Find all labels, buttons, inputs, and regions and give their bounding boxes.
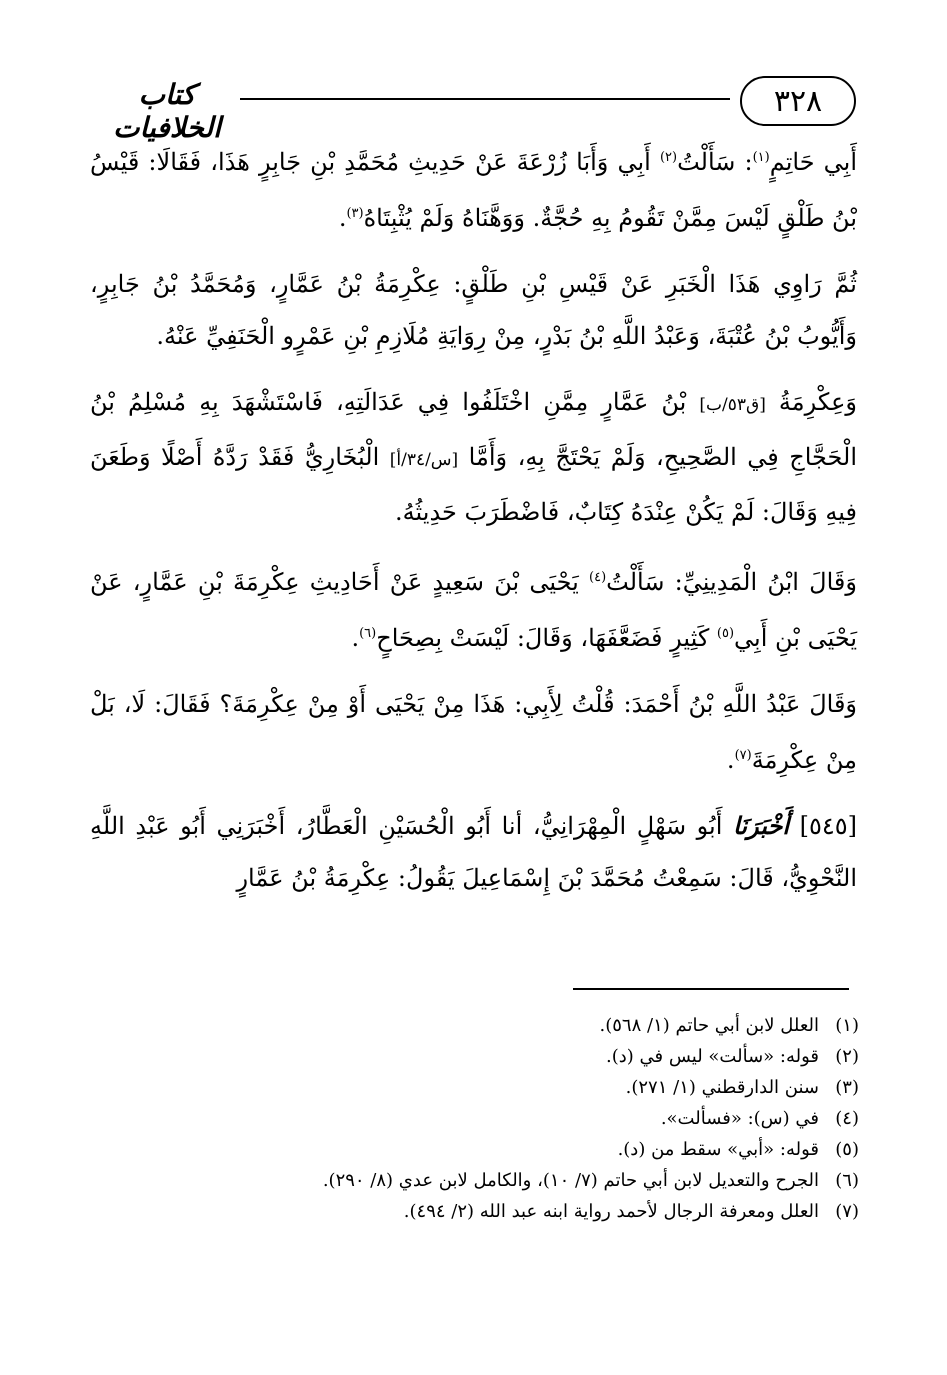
paragraph-text: .: [338, 204, 347, 232]
paragraph-text: وَقَالَ ابْنُ الْمَدِينِيِّ: سَأَلْتُ: [606, 568, 857, 596]
footnote-text: سنن الدارقطني (١/ ٢٧١).: [625, 1077, 819, 1098]
paragraph-text: الْبُخَارِيُّ فَقَدْ رَدَّهُ أَصْلًا وَطَعَنَ فِيهِ وَقَالَ: لَمْ يَكُنْ عِنْدَهُ كِتَابٌ، فَاضْطَرَبَ حَدِيثُهُ.: [90, 443, 857, 526]
footnote-separator: [573, 988, 849, 990]
manuscript-reference: [ق٥٣/ب]: [699, 395, 766, 415]
paragraph-text: أَبِي حَاتِمٍ: [769, 148, 857, 176]
footnote-marker: (٦): [359, 626, 377, 641]
footnote-number: (٦): [835, 1170, 859, 1191]
footnote-marker: (٣): [346, 206, 364, 221]
footnote-marker: (١): [752, 150, 770, 165]
paragraph-text: أَبِي وَأَبَا زُرْعَةَ عَنْ حَدِيثِ مُحَمَّدِ بْنِ جَابِرٍ هَذَا، فَقَالَا: قَيْسُ بْنُ طَلْقٍ لَيْسَ مِمَّنْ تَقُومُ بِهِ حُجَّةٌ. وَوَهَّنَاهُ وَلَمْ يُثْبِتَاهُ: [90, 148, 857, 232]
footnote-text: في (س): «فسألت».: [660, 1108, 819, 1129]
footnote-item: [90, 1134, 859, 1165]
page-header: [92, 70, 856, 144]
footnote-text: الجرح والتعديل لابن أبي حاتم (٧/ ١٠)، والكامل لابن عدي (٨/ ٢٩٠).: [322, 1170, 819, 1191]
footnote-number: (١): [835, 1015, 859, 1036]
footnote-item: [90, 1165, 859, 1196]
paragraph: [90, 552, 857, 664]
footnote-text: العلل ومعرفة الرجال لأحمد رواية ابنه عبد الله (٢/ ٤٩٤).: [403, 1201, 819, 1222]
paragraph-text: .: [351, 624, 360, 652]
footnote-number: (٤): [835, 1108, 859, 1129]
paragraph-text: : سَأَلْتُ: [677, 148, 753, 176]
paragraph-text: .: [726, 746, 735, 774]
footnote-item: [90, 1072, 859, 1103]
paragraph-text: [٥٤٥]: [788, 812, 857, 840]
footnote-item: [90, 1010, 859, 1041]
manuscript-reference: [س/٣٤/أ]: [389, 450, 459, 470]
paragraph: [90, 678, 857, 786]
footnote-number: (٧): [835, 1201, 859, 1222]
paragraph: [90, 132, 857, 244]
footnote-text: قوله: «أبي» سقط من (د).: [617, 1139, 819, 1160]
footnote-number: (٢): [835, 1046, 859, 1067]
paragraph-text: ثُمَّ رَاوِي هَذَا الْخَبَرِ عَنْ قَيْسِ بْنِ طَلْقٍ: عِكْرِمَةُ بْنُ عَمَّارٍ، وَمُحَمَّدُ بْنُ جَابِرٍ، وَأَيُّوبُ بْنُ عُتْبَةَ، وَعَبْدُ اللَّهِ بْنُ بَدْرٍ، مِنْ رِوَايَةِ مُلَازِمِ بْنِ عَمْرٍو الْحَنَفِيِّ عَنْهُ.: [90, 270, 857, 350]
paragraph-text: وَعِكْرِمَةُ: [765, 388, 857, 416]
header-rule: [240, 98, 730, 100]
narration-keyword: أَخْبَرَنَا: [733, 811, 789, 840]
footnote-item: [90, 1103, 859, 1134]
footnote-number: (٣): [835, 1077, 859, 1098]
paragraph-text: يَحْيَى بْنَ سَعِيدٍ عَنْ أَحَادِيثِ عِكْرِمَةَ بْنِ عَمَّارٍ، عَنْ يَحْيَى بْنِ أَبِي: [90, 568, 857, 652]
book-title: كتاب الخلافيات: [113, 78, 221, 144]
paragraph-text: كَثِيرٍ فَضَعَّفَهَا، وَقَالَ: لَيْسَتْ بِصِحَاحٍ: [376, 624, 717, 652]
footnote-text: قوله: «سألت» ليس في (د).: [606, 1046, 819, 1067]
paragraph-text: أَبُو سَهْلٍ الْمِهْرَانِيُّ، أنا أَبُو الْحُسَيْنِ الْعَطَّارُ، أَخْبَرَنِي أَبُو عَبْدِ اللَّهِ النَّحْوِيُّ، قَالَ: سَمِعْتُ مُحَمَّدَ بْنَ إِسْمَاعِيلَ يَقُولُ: عِكْرِمَةُ بْنُ عَمَّارٍ: [90, 812, 857, 892]
footnotes-list: [90, 1010, 859, 1227]
paragraph-text: بْنُ عَمَّارٍ مِمَّنِ اخْتَلَفُوا فِي عَدَالَتِهِ، فَاسْتَشْهَدَ بِهِ مُسْلِمُ بْنُ الْحَجَّاجِ فِي الصَّحِيحِ، وَلَمْ يَحْتَجَّ بِهِ، وَأَمَّا: [90, 388, 857, 471]
footnote-marker: (٧): [734, 748, 752, 763]
footnote-marker: (٥): [716, 626, 735, 641]
footnote-item: [90, 1196, 859, 1227]
paragraph-text: وَقَالَ عَبْدُ اللَّهِ بْنُ أَحْمَدَ: قُلْتُ لِأَبِي: هَذَا مِنْ يَحْيَى أَوْ مِنْ عِكْرِمَةَ؟ فَقَالَ: لَا، بَلْ مِنْ عِكْرِمَةَ: [90, 690, 857, 774]
paragraph: [90, 258, 857, 362]
footnote-marker: (٢): [659, 150, 678, 165]
page-number: ٣٢٨: [740, 76, 856, 126]
footnote-item: [90, 1041, 859, 1072]
body-text: [90, 132, 857, 918]
footnote-text: العلل لابن أبي حاتم (١/ ٥٦٨).: [599, 1015, 819, 1036]
footnote-number: (٥): [835, 1139, 859, 1160]
footnote-marker: (٤): [589, 570, 607, 585]
paragraph: [90, 376, 857, 538]
paragraph: [90, 800, 857, 904]
